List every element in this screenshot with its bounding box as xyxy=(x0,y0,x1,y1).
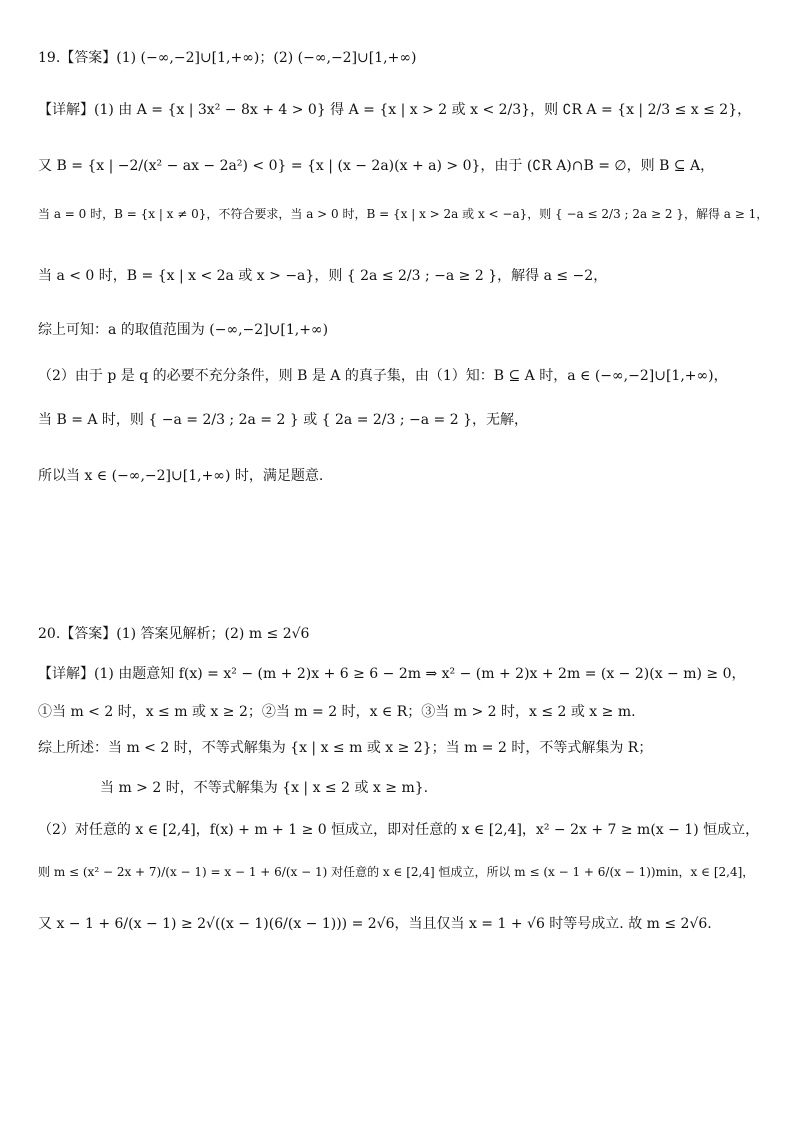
solution-text: 当 a < 0 时，B = {x | x < 2a 或 x > −a}，则 { 2a ≤ 2/3 ; −a ≥ 2 }，解得 a ≤ −2， xyxy=(38,268,608,284)
solution-text: 当 B = A 时，则 { −a = 2/3 ; 2a = 2 } 或 { 2a = 2/3 ; −a = 2 }，无解， xyxy=(38,412,529,428)
solution-text: 所以当 x ∈ (−∞,−2]∪[1,+∞) 时，满足题意. xyxy=(38,468,324,484)
solution-text: （2）由于 p 是 q 的必要不充分条件，则 B 是 A 的真子集，由（1）知：B ⊆ A 时，a ∈ (−∞,−2]∪[1,+∞)， xyxy=(38,368,728,384)
answer-line: 20.【答案】(1) 答案见解析；(2) m ≤ 2√6 xyxy=(38,626,310,642)
solution-text: 又 x − 1 + 6/(x − 1) ≥ 2√((x − 1)(6/(x − 1))) = 2√6，当且仅当 x = 1 + √6 时等号成立. 故 m ≤ 2√6. xyxy=(38,916,712,932)
solution-text: 则 m ≤ (x² − 2x + 7)/(x − 1) = x − 1 + 6/(x − 1) 对任意的 x ∈ [2,4] 恒成立，所以 m ≤ (x − 1 + 6/(x − 1))min，x ∈ [2,4]， xyxy=(38,865,755,879)
solution-text: 【详解】(1) 由题意知 f(x) = x² − (m + 2)x + 6 ≥ 6 − 2m ⇒ x² − (m + 2)x + 2m = (x − 2)(x − m) ≥ 0， xyxy=(38,666,746,682)
solution-text: 综上可知：a 的取值范围为 (−∞,−2]∪[1,+∞) xyxy=(38,322,329,338)
solution-text: 综上所述：当 m < 2 时，不等式解集为 {x | x ≤ m 或 x ≥ 2}；当 m = 2 时，不等式解集为 R； xyxy=(38,740,653,756)
solution-text: 又 B = {x | −2/(x² − ax − 2a²) < 0} = {x | (x − 2a)(x + a) > 0}，由于 (∁R A)∩B = ∅，则 B ⊆ A， xyxy=(38,158,715,174)
solution-text: 当 m > 2 时，不等式解集为 {x | x ≤ 2 或 x ≥ m}. xyxy=(100,780,429,796)
solution-text: ①当 m < 2 时，x ≤ m 或 x ≥ 2；②当 m = 2 时，x ∈ R；③当 m > 2 时，x ≤ 2 或 x ≥ m. xyxy=(38,704,636,720)
answer-line: 19.【答案】(1) (−∞,−2]∪[1,+∞)；(2) (−∞,−2]∪[1,+∞) xyxy=(38,50,417,66)
solution-text: 当 a = 0 时，B = {x | x ≠ 0}，不符合要求，当 a > 0 时，B = {x | x > 2a 或 x < −a}，则 { −a ≤ 2/3 ; 2a ≥ 2 }，解得 a ≥ 1， xyxy=(38,207,769,221)
solution-text: （2）对任意的 x ∈ [2,4]，f(x) + m + 1 ≥ 0 恒成立，即对任意的 x ∈ [2,4]，x² − 2x + 7 ≥ m(x − 1) 恒成立， xyxy=(38,822,760,838)
solution-text: 【详解】(1) 由 A = {x | 3x² − 8x + 4 > 0} 得 A = {x | x > 2 或 x < 2/3}，则 ∁R A = {x | 2/3 ≤ x ≤ 2}， xyxy=(38,102,752,118)
